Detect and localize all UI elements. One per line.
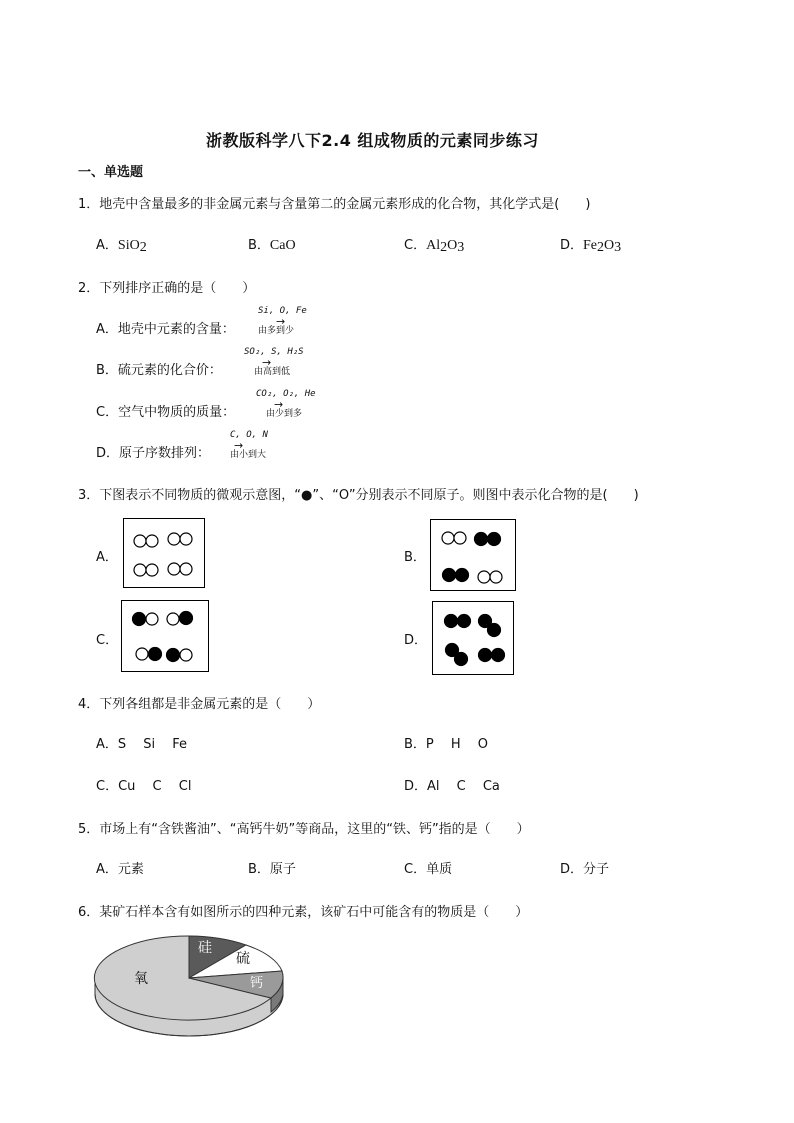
arrow-right-icon: → [274,398,284,411]
q2-option-c: C．空气中物质的质量： [96,405,236,420]
q5-option-a: A．元素 [96,862,144,877]
q3-option-a-diagram [123,518,205,588]
question-3: 3．下图表示不同物质的微观示意图，“●”、“O”分别表示不同原子。则图中表示化合物的是( ) [78,488,639,503]
q3-option-d-diagram [432,601,514,675]
q2-option-a: A．地壳中元素的含量： [96,322,235,337]
molecule-diagram-b [431,520,515,590]
q1-option-d: D．$Fe_2O_3$ [560,238,622,255]
q2-b-bottom: 由高到低 [254,367,291,377]
q2-a-bottom: 由多到少 [258,326,295,336]
q1-option-c: C．$Al_2O_3$ [404,238,465,255]
question-5: 5．市场上有“含铁酱油”、“高钙牛奶”等商品，这里的“铁、钙”指的是（ ） [78,822,530,837]
q2-b-arrow-notation [244,347,304,378]
q2-a-arrow-notation [258,306,307,337]
q3-option-c-label: C． [96,633,119,648]
arrow-right-icon: → [262,356,272,369]
q2-d-arrow-notation [230,430,268,461]
question-1: 1．地壳中含量最多的非金属元素与含量第二的金属元素形成的化合物，其化学式是( ) [78,197,591,212]
q2-d-bottom: 由小到大 [230,450,267,460]
question-2: 2．下列排序正确的是（ ） [78,281,256,296]
q2-c-arrow-notation [256,389,316,420]
q4-option-c: C．Cu C Cl [96,779,192,794]
molecule-diagram-a [124,519,204,587]
q4-option-a: A．S Si Fe [96,737,188,752]
element-pie-chart [90,928,290,1040]
q3-option-b-label: B． [404,550,426,565]
question-4: 4．下列各组都是非金属元素的是（ ） [78,697,321,712]
q4-option-b: B．P H O [404,737,489,752]
molecule-diagram-c [122,601,208,671]
q2-b-top: SO₂, S, H₂S [244,347,304,357]
arrow-right-icon: → [276,315,286,328]
section-heading: 一、单选题 [78,165,144,180]
molecule-diagram-d [433,602,513,674]
q2-d-top: C, O, N [230,430,268,440]
question-6: 6．某矿石样本含有如图所示的四种元素，该矿石中可能含有的物质是（ ） [78,905,529,920]
q4-option-d: D．Al C Ca [404,779,500,794]
q3-option-b-diagram [430,519,516,591]
q2-c-top: CO₂, O₂, He [256,389,316,399]
pie-label-calcium: 钙 [250,976,264,991]
q1-option-a: A．SiO$_2$ [96,238,147,255]
q2-c-bottom: 由少到多 [266,409,303,419]
pie-label-silicon: 硅 [198,940,212,956]
q2-a-top: Si, O, Fe [258,306,307,316]
q1-option-b: B．CaO [248,238,296,253]
pie-label-oxygen: 氧 [134,971,148,987]
q3-option-c-diagram [121,600,209,672]
q3-option-d-label: D． [404,633,428,648]
arrow-right-icon: → [234,439,244,452]
q5-option-c: C．单质 [404,862,453,877]
q2-option-b: B．硫元素的化合价： [96,363,222,378]
pie-label-sulfur: 硫 [236,951,250,967]
q5-option-b: B．原子 [248,862,296,877]
page-title: 浙教版科学八下2.4 组成物质的元素同步练习 [206,131,539,150]
q5-option-d: D．分子 [560,862,610,877]
q2-option-d: D．原子序数排列： [96,446,211,461]
q3-option-a-label: A． [96,550,118,565]
